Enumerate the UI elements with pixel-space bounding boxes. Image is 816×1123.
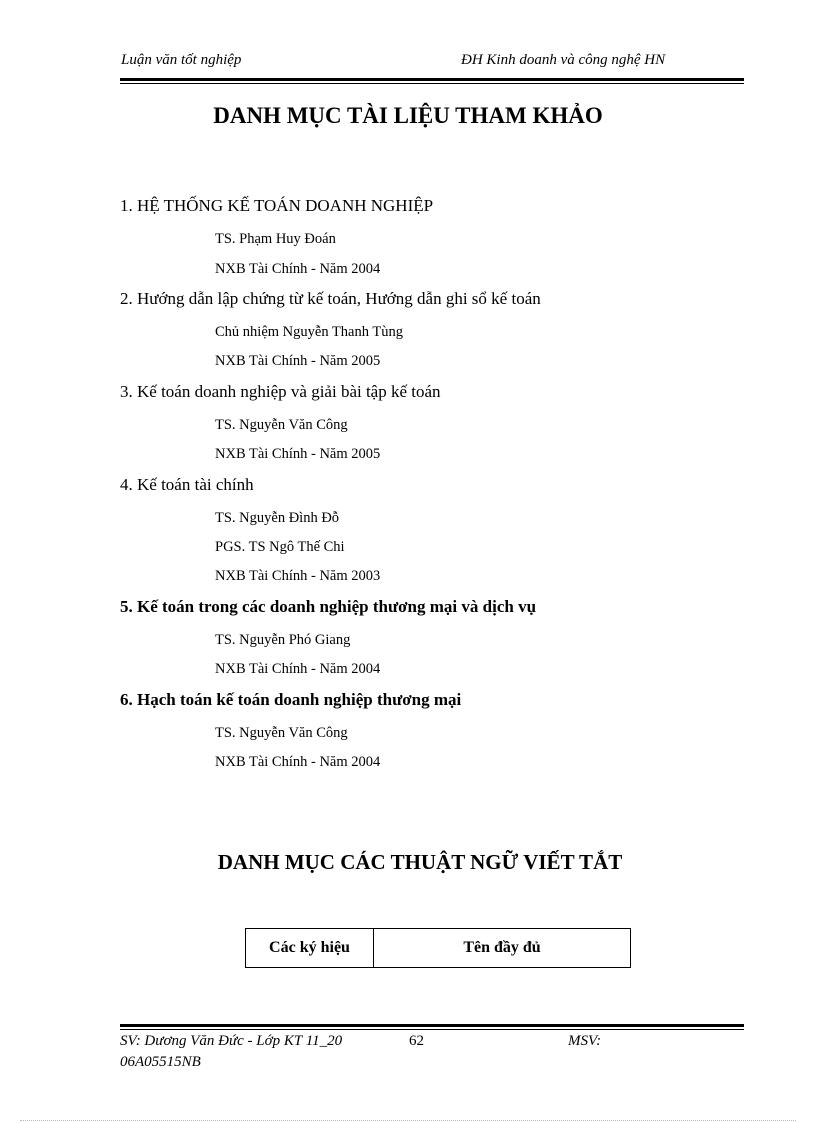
reference-3-line: NXB Tài Chính - Năm 2005: [215, 446, 381, 462]
footer-student: SV: Dương Văn Đức - Lớp KT 11_20: [120, 1033, 343, 1049]
reference-5-heading: 5. Kế toán trong các doanh nghiệp thương mại và dịch vụ: [120, 597, 537, 616]
reference-4-line: PGS. TS Ngô Thế Chi: [215, 539, 345, 555]
header-right: ĐH Kinh doanh và công nghệ HN: [461, 52, 666, 68]
reference-2-heading: 2. Hướng dẫn lập chứng từ kế toán, Hướng dẫn ghi sổ kế toán: [120, 289, 541, 308]
abbreviations-title: DANH MỤC CÁC THUẬT NGỮ VIẾT TẮT: [217, 850, 623, 874]
footer-rule-thin: [120, 1029, 744, 1030]
footer-page-number: 62: [409, 1033, 424, 1049]
references-title: DANH MỤC TÀI LIỆU THAM KHẢO: [213, 103, 603, 128]
abbreviations-header-symbol: Các ký hiệu: [246, 929, 374, 967]
footer-student-code: 06A05515NB: [120, 1054, 201, 1070]
reference-6-heading: 6. Hạch toán kế toán doanh nghiệp thương mại: [120, 690, 462, 709]
reference-3-line: TS. Nguyễn Văn Công: [215, 417, 348, 433]
reference-4-line: TS. Nguyễn Đình Đỗ: [215, 510, 340, 526]
reference-5-line: NXB Tài Chính - Năm 2004: [215, 661, 381, 677]
reference-2-line: Chủ nhiệm Nguyễn Thanh Tùng: [215, 324, 403, 340]
reference-2-line: NXB Tài Chính - Năm 2005: [215, 353, 381, 369]
reference-4-heading: 4. Kế toán tài chính: [120, 475, 254, 494]
reference-1-line: NXB Tài Chính - Năm 2004: [215, 261, 381, 277]
header-left: Luận văn tốt nghiệp: [121, 52, 242, 68]
reference-6-line: TS. Nguyễn Văn Công: [215, 725, 348, 741]
header-rule-thin: [120, 83, 744, 84]
reference-5-line: TS. Nguyễn Phó Giang: [215, 632, 351, 648]
reference-1-line: TS. Phạm Huy Đoán: [215, 231, 336, 247]
reference-4-line: NXB Tài Chính - Năm 2003: [215, 568, 381, 584]
reference-6-line: NXB Tài Chính - Năm 2004: [215, 754, 381, 770]
abbreviations-table: [245, 928, 631, 968]
header-rule-thick: [120, 78, 744, 81]
footer-msv-label: MSV:: [568, 1033, 602, 1049]
page-edge: [20, 1120, 796, 1121]
reference-3-heading: 3. Kế toán doanh nghiệp và giải bài tập kế toán: [120, 382, 441, 401]
footer-rule-thick: [120, 1024, 744, 1027]
abbreviations-header-full: Tên đầy đủ: [463, 939, 541, 956]
reference-1-heading: 1. HỆ THỐNG KẾ TOÁN DOANH NGHIỆP: [120, 196, 434, 215]
